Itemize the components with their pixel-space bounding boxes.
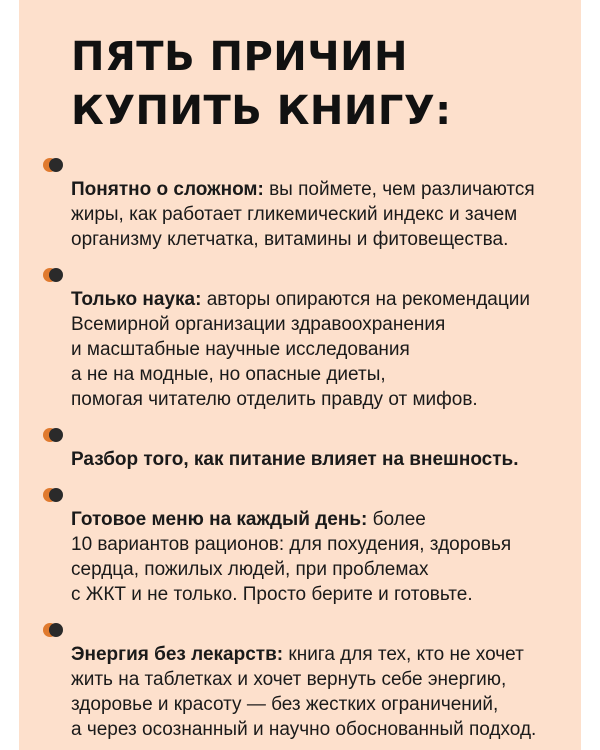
item-lead: Готовое меню на каждый день: bbox=[71, 509, 368, 530]
item-text: авторы опираются на рекомендации Всемирной организации здравоохранения и масштабные научные исследования а не на модные, но опасные диеты, помогая читателю отделить правду от мифов. bbox=[71, 289, 530, 410]
half-moon-bullet-icon bbox=[43, 158, 59, 172]
half-moon-bullet-icon bbox=[43, 428, 59, 442]
item-lead: Только наука: bbox=[71, 289, 202, 310]
item-lead: Разбор того, как питание влияет на внешность. bbox=[71, 449, 519, 470]
list-item-3 bbox=[71, 422, 561, 472]
list-item-2 bbox=[71, 262, 561, 412]
item-text: вы поймете, чем различаются жиры, как работает гликемический индекс и зачем организму клетчатка, витамины и фитовещества. bbox=[71, 179, 535, 250]
item-text: книга для тех, кто не хочет жить на таблетках и хочет вернуть себе энергию, здоровье и красоту — без жестких ограничений, а через осознанный и научно обоснованный подход. bbox=[71, 644, 537, 740]
list-item-5 bbox=[71, 617, 561, 742]
promo-card bbox=[19, 0, 581, 750]
page-title: ПЯТЬ ПРИЧИН КУПИТЬ КНИГУ: bbox=[71, 34, 452, 134]
half-moon-bullet-icon bbox=[43, 488, 59, 502]
half-moon-bullet-icon bbox=[43, 623, 59, 637]
list-item-1 bbox=[71, 152, 561, 252]
item-text: более 10 вариантов рационов: для похудения, здоровья сердца, пожилых людей, при проблемах с ЖКТ и не только. Просто берите и готовьте. bbox=[71, 509, 512, 605]
item-lead: Понятно о сложном: bbox=[71, 179, 264, 200]
reasons-list bbox=[71, 152, 561, 742]
half-moon-bullet-icon bbox=[43, 268, 59, 282]
list-item-4 bbox=[71, 482, 561, 607]
item-lead: Энергия без лекарств: bbox=[71, 644, 284, 665]
